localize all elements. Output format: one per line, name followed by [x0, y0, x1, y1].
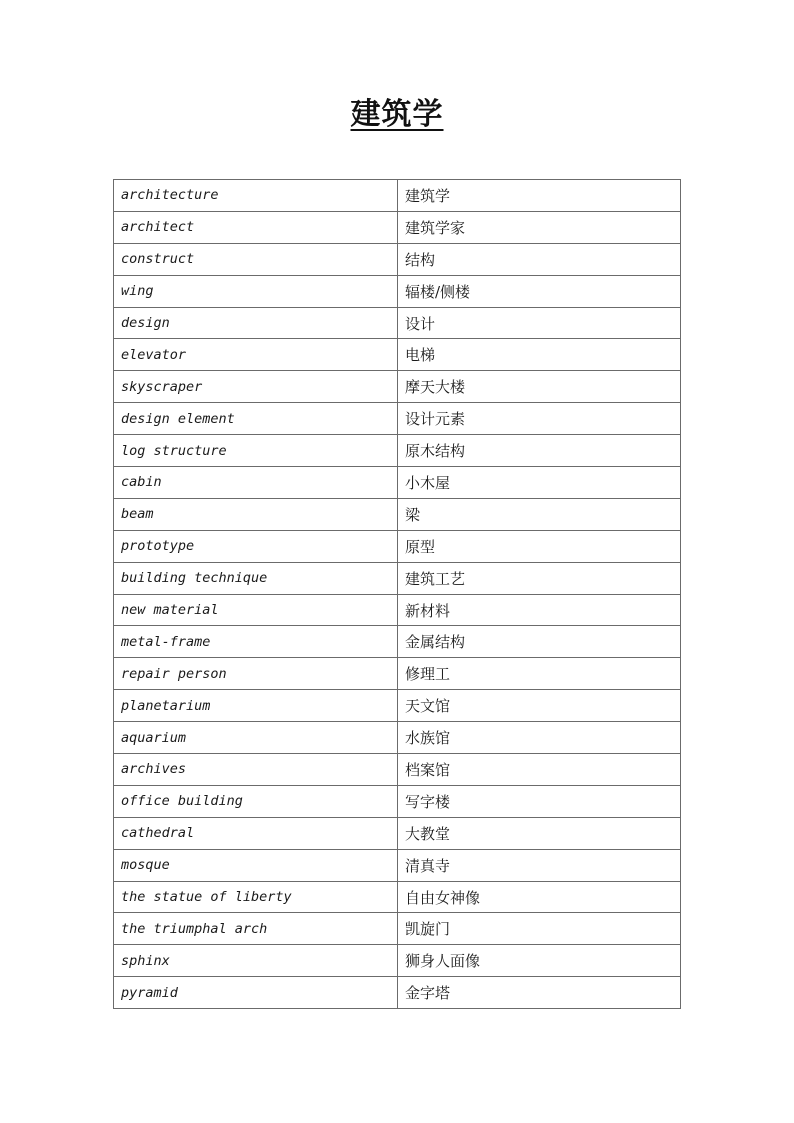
vocab-row: [114, 498, 681, 530]
chinese-term-cell: 原木结构: [398, 435, 681, 467]
english-term-cell: construct: [114, 243, 398, 275]
chinese-term-cell: 清真寺: [398, 849, 681, 881]
vocab-row: [114, 945, 681, 977]
english-term-cell: new material: [114, 594, 398, 626]
english-term-cell: mosque: [114, 849, 398, 881]
chinese-term-cell: 设计: [398, 307, 681, 339]
english-term-cell: architect: [114, 211, 398, 243]
chinese-term-cell: 电梯: [398, 339, 681, 371]
chinese-term-cell: 结构: [398, 243, 681, 275]
english-term-cell: log structure: [114, 435, 398, 467]
chinese-term-cell: 修理工: [398, 658, 681, 690]
vocab-row: [114, 180, 681, 212]
english-term-cell: design: [114, 307, 398, 339]
chinese-term-cell: 凯旋门: [398, 913, 681, 945]
english-term-cell: sphinx: [114, 945, 398, 977]
english-term-cell: aquarium: [114, 722, 398, 754]
english-term-cell: metal-frame: [114, 626, 398, 658]
english-term-cell: beam: [114, 498, 398, 530]
chinese-term-cell: 小木屋: [398, 467, 681, 499]
vocab-row: [114, 243, 681, 275]
english-term-cell: wing: [114, 275, 398, 307]
vocab-row: [114, 785, 681, 817]
english-term-cell: office building: [114, 785, 398, 817]
vocab-row: [114, 626, 681, 658]
chinese-term-cell: 天文馆: [398, 690, 681, 722]
vocab-row: [114, 881, 681, 913]
english-term-cell: elevator: [114, 339, 398, 371]
vocab-row: [114, 435, 681, 467]
english-term-cell: archives: [114, 754, 398, 786]
chinese-term-cell: 金属结构: [398, 626, 681, 658]
chinese-term-cell: 自由女神像: [398, 881, 681, 913]
english-term-cell: planetarium: [114, 690, 398, 722]
vocabulary-table-body: [114, 180, 681, 1009]
vocab-row: [114, 817, 681, 849]
chinese-term-cell: 新材料: [398, 594, 681, 626]
english-term-cell: pyramid: [114, 977, 398, 1009]
english-term-cell: repair person: [114, 658, 398, 690]
vocab-row: [114, 658, 681, 690]
vocab-row: [114, 307, 681, 339]
vocab-row: [114, 977, 681, 1009]
chinese-term-cell: 金字塔: [398, 977, 681, 1009]
vocab-row: [114, 594, 681, 626]
chinese-term-cell: 建筑学家: [398, 211, 681, 243]
chinese-term-cell: 摩天大楼: [398, 371, 681, 403]
english-term-cell: the statue of liberty: [114, 881, 398, 913]
english-term-cell: prototype: [114, 530, 398, 562]
chinese-term-cell: 狮身人面像: [398, 945, 681, 977]
chinese-term-cell: 大教堂: [398, 817, 681, 849]
chinese-term-cell: 建筑学: [398, 180, 681, 212]
english-term-cell: skyscraper: [114, 371, 398, 403]
vocab-row: [114, 467, 681, 499]
vocab-row: [114, 530, 681, 562]
chinese-term-cell: 水族馆: [398, 722, 681, 754]
vocab-row: [114, 913, 681, 945]
vocab-row: [114, 339, 681, 371]
english-term-cell: the triumphal arch: [114, 913, 398, 945]
vocab-row: [114, 754, 681, 786]
english-term-cell: cabin: [114, 467, 398, 499]
english-term-cell: design element: [114, 403, 398, 435]
page-title-text: 建筑学: [350, 97, 444, 132]
vocabulary-table: [113, 179, 681, 1009]
english-term-cell: cathedral: [114, 817, 398, 849]
chinese-term-cell: 原型: [398, 530, 681, 562]
chinese-term-cell: 梁: [398, 498, 681, 530]
english-term-cell: architecture: [114, 180, 398, 212]
vocab-row: [114, 211, 681, 243]
page-title: [0, 92, 794, 138]
vocab-row: [114, 275, 681, 307]
vocab-row: [114, 403, 681, 435]
vocab-row: [114, 690, 681, 722]
english-term-cell: building technique: [114, 562, 398, 594]
vocab-row: [114, 371, 681, 403]
vocab-row: [114, 849, 681, 881]
chinese-term-cell: 设计元素: [398, 403, 681, 435]
vocab-row: [114, 562, 681, 594]
chinese-term-cell: 档案馆: [398, 754, 681, 786]
chinese-term-cell: 建筑工艺: [398, 562, 681, 594]
chinese-term-cell: 辐楼/侧楼: [398, 275, 681, 307]
chinese-term-cell: 写字楼: [398, 785, 681, 817]
vocab-row: [114, 722, 681, 754]
